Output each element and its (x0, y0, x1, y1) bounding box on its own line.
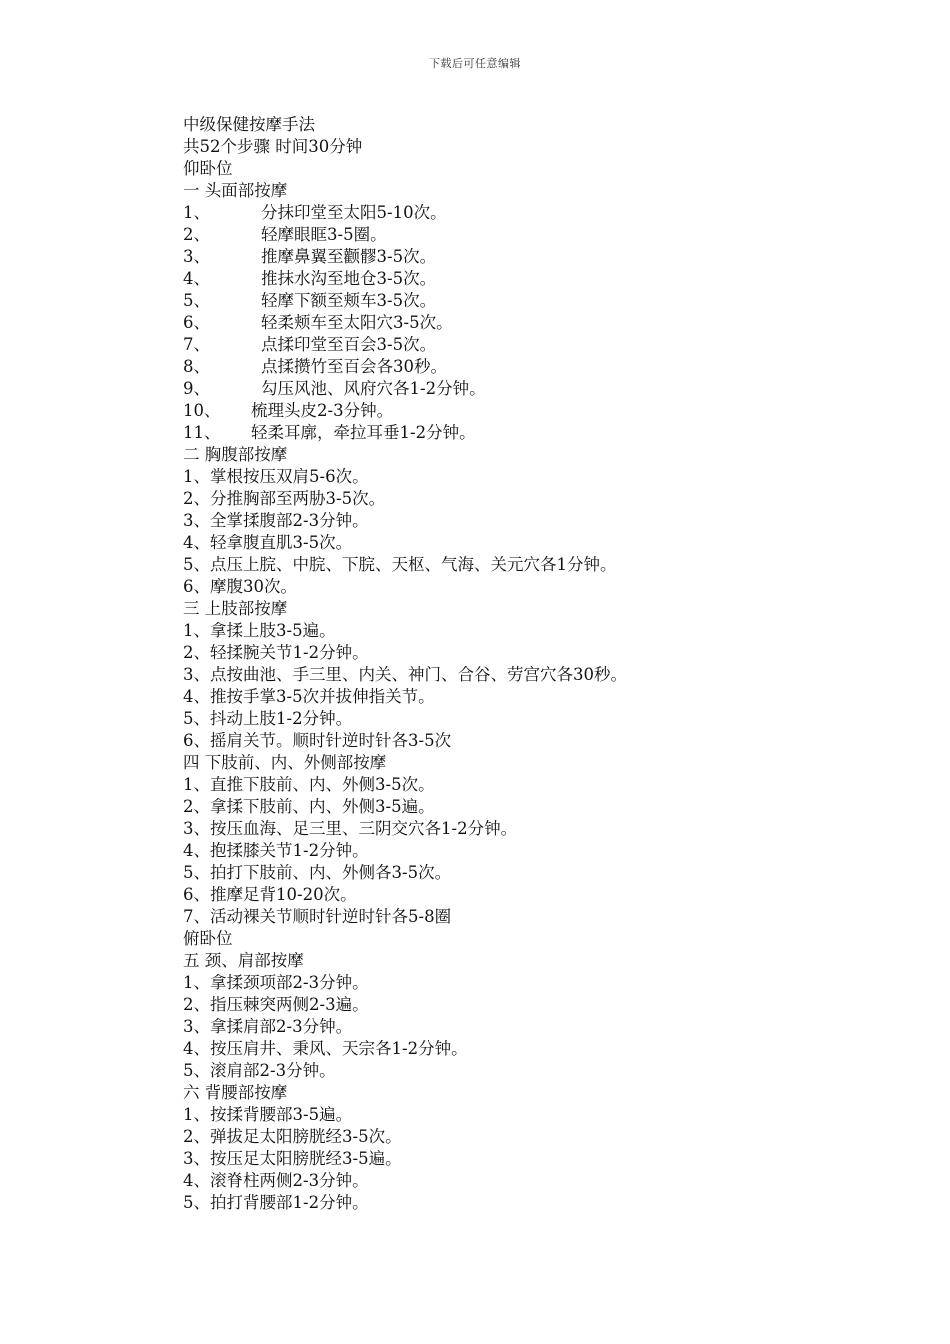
list-item: 1、拿揉颈项部2-3分钟。 (183, 973, 369, 992)
list-item: 2、拿揉下肢前、内、外侧3-5遍。 (183, 797, 435, 816)
list-item: 4、推按手掌3-5次并拔伸指关节。 (183, 687, 435, 706)
list-item: 2、指压棘突两侧2-3遍。 (183, 995, 369, 1014)
item-text: 点揉攒竹至百会各30秒。 (261, 357, 447, 376)
list-item: 4、按压肩井、秉风、天宗各1-2分钟。 (183, 1039, 468, 1058)
item-number: 10、 (183, 401, 221, 420)
item-number: 5、 (183, 291, 210, 310)
item-number: 7、 (183, 335, 210, 354)
list-item: 1、拿揉上肢3-5遍。 (183, 621, 336, 640)
section-heading: 俯卧位 (183, 929, 233, 948)
section-heading: 五 颈、肩部按摩 (183, 951, 304, 970)
list-item: 3、全掌揉腹部2-3分钟。 (183, 511, 369, 530)
list-item: 2、弹拔足太阳膀胱经3-5次。 (183, 1127, 402, 1146)
list-item (183, 224, 883, 246)
item-number: 2、 (183, 225, 210, 244)
item-number: 6、 (183, 313, 210, 332)
list-item: 5、点压上脘、中脘、下脘、天枢、气海、关元穴各1分钟。 (183, 555, 617, 574)
list-item: 6、摇肩关节。顺时针逆时针各3-5次 (183, 731, 452, 750)
list-item: 3、点按曲池、手三里、内关、神门、合谷、劳宫穴各30秒。 (183, 665, 627, 684)
list-item: 5、拍打背腰部1-2分钟。 (183, 1193, 369, 1212)
item-text: 梳理头皮2-3分钟。 (251, 401, 394, 420)
list-item (183, 334, 883, 356)
item-text: 分抹印堂至太阳5-10次。 (261, 203, 447, 222)
list-item (183, 356, 883, 378)
item-text: 轻柔耳廓，牵拉耳垂1-2分钟。 (251, 423, 476, 442)
list-item: 7、活动裸关节顺时针逆时针各5-8圈 (183, 907, 452, 926)
item-number: 9、 (183, 379, 210, 398)
list-item (183, 268, 883, 290)
list-item (183, 290, 883, 312)
item-text: 轻摩眼眶3-5圈。 (261, 225, 387, 244)
list-item (183, 400, 883, 422)
item-text: 勾压风池、风府穴各1-2分钟。 (261, 379, 486, 398)
item-text: 推摩鼻翼至颧髎3-5次。 (261, 247, 437, 266)
list-item: 4、滚脊柱两侧2-3分钟。 (183, 1171, 369, 1190)
list-item: 4、轻拿腹直肌3-5次。 (183, 533, 353, 552)
document-title: 中级保健按摩手法 (183, 115, 315, 134)
page-header: 下载后可任意编辑 (429, 57, 521, 70)
list-item: 1、直推下肢前、内、外侧3-5次。 (183, 775, 435, 794)
section-heading: 三 上肢部按摩 (183, 599, 288, 618)
list-item (183, 312, 883, 334)
list-item: 2、轻揉腕关节1-2分钟。 (183, 643, 369, 662)
item-number: 4、 (183, 269, 210, 288)
item-number: 11、 (183, 423, 221, 442)
item-number: 3、 (183, 247, 210, 266)
list-item (183, 202, 883, 224)
list-item: 5、拍打下肢前、内、外侧各3-5次。 (183, 863, 452, 882)
list-item: 2、分推胸部至两胁3-5次。 (183, 489, 386, 508)
item-text: 轻摩下额至颊车3-5次。 (261, 291, 437, 310)
list-item (183, 378, 883, 400)
list-item: 3、拿揉肩部2-3分钟。 (183, 1017, 353, 1036)
list-item (183, 422, 883, 444)
list-item: 1、按揉背腰部3-5遍。 (183, 1105, 353, 1124)
document-body (183, 114, 883, 1214)
section-heading: 一 头面部按摩 (183, 181, 288, 200)
content-lines (183, 158, 883, 1214)
section-heading: 四 下肢前、内、外侧部按摩 (183, 753, 387, 772)
section-heading: 六 背腰部按摩 (183, 1083, 288, 1102)
item-number: 1、 (183, 203, 210, 222)
section-heading: 二 胸腹部按摩 (183, 445, 288, 464)
list-item: 5、抖动上肢1-2分钟。 (183, 709, 353, 728)
item-text: 点揉印堂至百会3-5次。 (261, 335, 437, 354)
list-item: 5、滚肩部2-3分钟。 (183, 1061, 336, 1080)
section-heading: 仰卧位 (183, 159, 233, 178)
item-text: 推抹水沟至地仓3-5次。 (261, 269, 437, 288)
list-item: 6、摩腹30次。 (183, 577, 297, 596)
list-item: 4、抱揉膝关节1-2分钟。 (183, 841, 369, 860)
list-item: 6、推摩足背10-20次。 (183, 885, 357, 904)
list-item: 3、按压足太阳膀胱经3-5遍。 (183, 1149, 402, 1168)
item-text: 轻柔颊车至太阳穴3-5次。 (261, 313, 453, 332)
list-item: 1、掌根按压双肩5-6次。 (183, 467, 369, 486)
list-item: 3、按压血海、足三里、三阴交穴各1-2分钟。 (183, 819, 518, 838)
item-number: 8、 (183, 357, 210, 376)
document-subtitle: 共52个步骤 时间30分钟 (183, 137, 363, 156)
list-item (183, 246, 883, 268)
